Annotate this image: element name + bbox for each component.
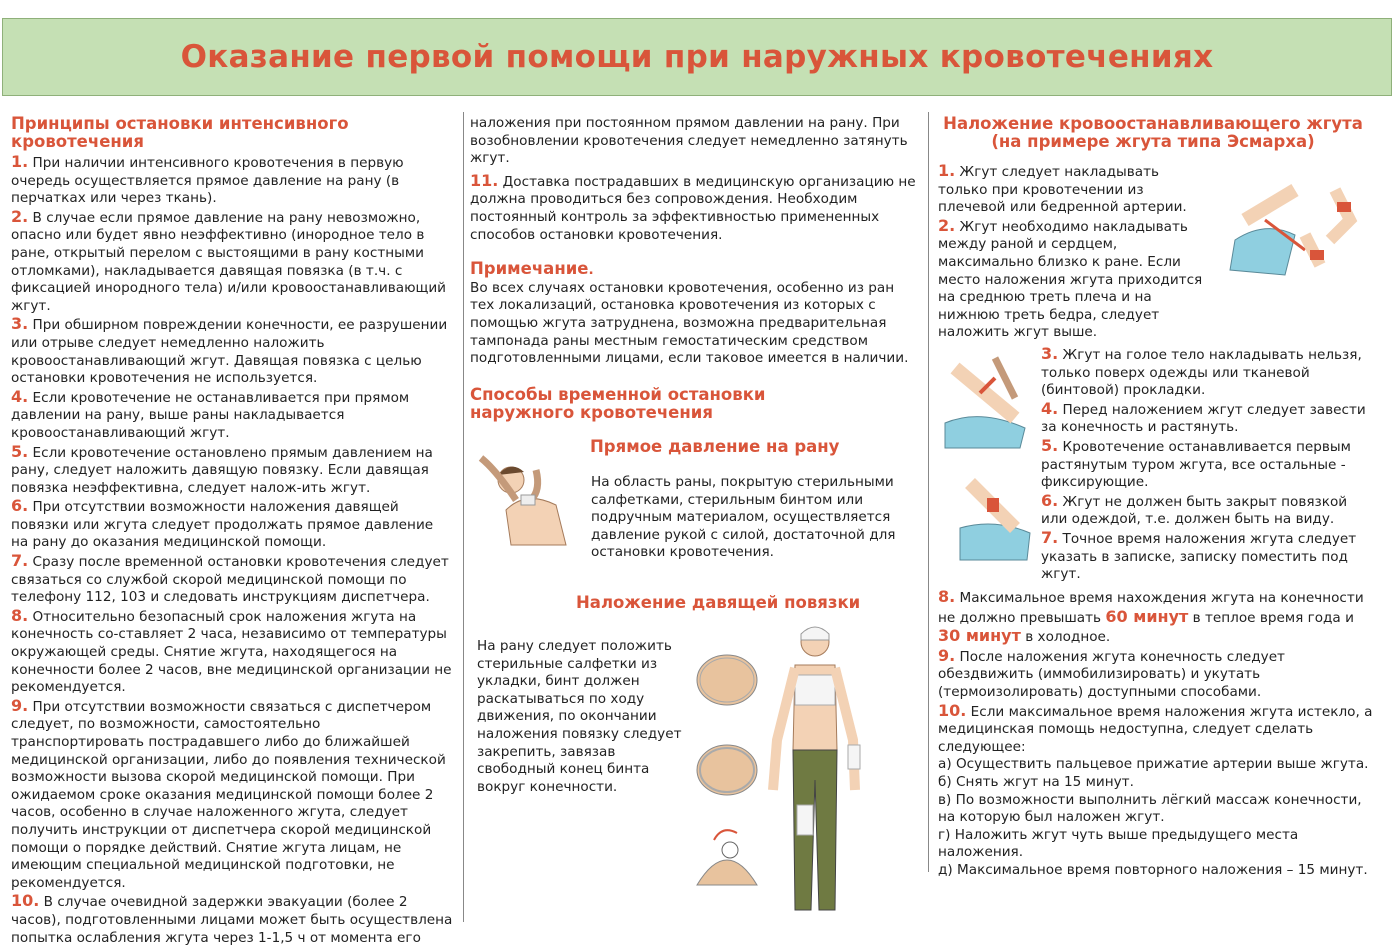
item-number: 9. (11, 695, 29, 715)
tourniquet-arm-illustration-1 (940, 348, 1035, 453)
item-text: Если максимальное время наложения жгута истекло, а медицинская помощь недоступна, следует сделать следующее: (938, 703, 1373, 755)
item-text: В случае если прямое давление на рану невозможно, опасно или будет явно неэффективно (инородное тело в ране, открытый перелом с выстоящими в рану костными отломками), накладывается давящая повязка (в т.ч. с фиксацией инородного тела) и/или кровоостанавливающий жгут. (11, 209, 446, 314)
note-text: Во всех случаях остановки кровотечения, особенно из ран тех локализаций, остановка кровотечения из которых с помощью жгута затруднена, возможна предварительная тампонада раны местным гемостатическим средством подготовленными лицами, если таковое имеется в наличии. (470, 279, 909, 367)
direct-pressure-heading: Прямое давление на рану (590, 437, 840, 456)
item-text: Кровотечение останавливается первым растянутым туром жгута, все остальные - фиксирующие. (1041, 438, 1351, 491)
list-item (1041, 345, 1371, 400)
page-title: Оказание первой помощи при наружных кровотечениях (180, 39, 1214, 75)
item-text: Если кровотечение не останавливается при прямом давлении на рану, выше раны накладывается кровоостанавливающий жгут. (11, 389, 410, 441)
item-text: в теплое время года и (1192, 609, 1354, 626)
list-item (470, 172, 922, 244)
note-heading: Примечание (470, 259, 589, 279)
item-number: 9. (938, 645, 956, 665)
item-text: В случае очевидной задержки эвакуации (более 2 часов), подготовленными лицами может быть осуществлена попытка ослабления жгута через 1-1,5 ч от момента его (11, 894, 453, 946)
item10-continuation: наложения при постоянном прямом давлении на рану. При возобновлении кровотечения следует немедленно затянуть жгут. (470, 115, 908, 167)
sub-list-item: д) Максимальное время повторного наложения – 15 минут. (938, 861, 1368, 878)
item-number: 8. (11, 605, 29, 625)
principles-heading: Принципы остановки интенсивного кровотечения (11, 114, 349, 151)
list-item (938, 647, 1378, 702)
sub-list-item: б) Снять жгут на 15 минут. (938, 773, 1134, 790)
item-text: Сразу после временной остановки кровотечения следует связаться со службой скорой медицинской помощи по телефону 112, 103 и следовать инструкциям диспетчера. (11, 554, 449, 606)
item-number: 7. (11, 551, 29, 571)
tourniquet-column (938, 115, 1378, 151)
methods-heading: Способы временной остановки наружного кровотечения (470, 384, 766, 422)
tourniquet-list-c (938, 588, 1378, 880)
item-text: При отсутствии возможности наложения давящей повязки или жгута следует продолжать прямое давление на рану до оказания медицинской помощи. (11, 499, 434, 551)
item-number: 10. (11, 891, 40, 911)
list-item (11, 552, 453, 607)
column-divider (463, 112, 464, 922)
item-number: 10. (938, 700, 967, 720)
list-item (11, 697, 453, 893)
item-text: Точное время наложения жгута следует указать в записке, записку поместить под жгут. (1041, 530, 1357, 583)
item-number: 7. (1041, 527, 1059, 547)
item-text: Жгут на голое тело накладывать нельзя, только поверх одежды или тканевой (бинтовой) прокладки. (1041, 347, 1362, 399)
list-item (11, 607, 453, 697)
list-item (938, 702, 1378, 757)
list-item (11, 388, 453, 443)
item-text: Максимальное время нахождения жгута на конечности не должно превышать (938, 590, 1364, 626)
item-text: Жгут не должен быть закрыт повязкой или одеждой, т.е. должен быть на виду. (1041, 493, 1348, 528)
list-item (11, 208, 453, 316)
note-block (470, 260, 922, 368)
item-number: 5. (1041, 435, 1059, 455)
item-number: 6. (11, 496, 29, 516)
item-number: 4. (11, 386, 29, 406)
highlight-30-minutes: 30 минут (938, 626, 1021, 646)
item-number: 2. (11, 206, 29, 226)
item-number: 2. (938, 215, 956, 235)
list-item (11, 443, 453, 498)
list-item (1041, 437, 1371, 492)
direct-pressure-illustration (476, 450, 576, 550)
list-item (1041, 529, 1371, 584)
list-item (938, 162, 1208, 217)
item-text: После наложения жгута конечность следует обездвижить (иммобилизировать) и укутать (термоизолировать) доступными способами. (938, 648, 1285, 700)
sub-list-item: в) По возможности выполнить лёгкий массаж конечности, на которую был наложен жгут. (938, 791, 1362, 826)
item-number: 3. (1041, 344, 1059, 363)
principles-list (11, 153, 453, 947)
sub-list (938, 756, 1378, 879)
item-number: 1. (938, 161, 956, 180)
sub-list-item: г) Наложить жгут чуть выше предыдущего места наложения. (938, 826, 1299, 861)
item-number: 5. (11, 441, 29, 461)
list-item (1041, 492, 1371, 529)
item-number: 8. (938, 587, 956, 606)
list-item (11, 153, 453, 208)
list-item (1041, 400, 1371, 437)
tourniquet-heading: Наложение кровоостанавливающего жгута (на примере жгута типа Эсмарха) (943, 114, 1363, 151)
middle-column (470, 115, 922, 422)
tourniquet-list-a (938, 162, 1208, 342)
item-text: в холодное. (1025, 629, 1111, 646)
list-item (11, 497, 453, 552)
bandaged-man-illustration (765, 620, 865, 915)
item-text: Если кровотечение остановлено прямым давлением на рану, следует наложить давящую повязку. Если давящая повязка неэффективна, следует налож-ить жгут. (11, 444, 433, 496)
direct-pressure-text: На область раны, покрытую стерильными салфетками, стерильным бинтом или подручным материалом, осуществляется давление рукой с силой, достаточной для остановки кровотечения. (591, 474, 896, 561)
tourniquet-arm-illustration-2 (955, 468, 1035, 563)
pressure-bandage-text: На рану следует положить стерильные салфетки из укладки, бинт должен раскатываться по ходу движения, по окончании наложения повязку следует закрепить, завязав свободный конец бинта вокруг конечности. (477, 638, 682, 795)
column-divider (928, 112, 929, 872)
tourniquet-leg-illustration (1225, 180, 1370, 280)
title-banner (2, 18, 1392, 96)
bandage-steps-illustration (692, 645, 762, 905)
item-text: Доставка пострадавших в медицинскую организацию не должна проводиться без сопровождения. Необходим постоянный контроль за эффективностью примененных способов остановки кровотечения. (470, 173, 916, 243)
list-item (938, 588, 1378, 647)
list-item (11, 892, 453, 947)
item-text: Перед наложением жгут следует завести за конечность и растянуть. (1041, 401, 1366, 436)
tourniquet-list-b (1041, 345, 1371, 584)
highlight-60-minutes: 60 минут (1105, 606, 1189, 626)
note-dot: . (588, 262, 594, 279)
item-text: Жгут необходимо накладывать между раной и сердцем, максимально близко к ране. Если место наложения жгута приходится на среднюю треть плеча и на нижнюю треть бедра, следует наложить жгут выше. (938, 218, 1203, 341)
item-text: При наличии интенсивного кровотечения в первую очередь осуществляется прямое давление на рану (в перчатках или через ткань). (11, 155, 404, 207)
item-number: 1. (11, 152, 29, 171)
sub-list-item: а) Осуществить пальцевое прижатие артерии выше жгута. (938, 756, 1369, 773)
item-number: 6. (1041, 490, 1059, 510)
item-number: 11. (470, 170, 499, 190)
item-text: При обширном повреждении конечности, ее разрушении или отрыве следует немедленно наложить кровоостанавливающий жгут. Давящая повязка с целью остановки кровотечения не используется. (11, 317, 448, 387)
principles-column (11, 115, 453, 947)
item-text: Относительно безопасный срок наложения жгута на конечность со-ставляет 2 часа, независимо от температуры окружающей среды. Снятие жгута, находящегося на конечности более 2 часов, вне медицинской организации не рекомендуется. (11, 608, 452, 696)
list-item (938, 217, 1208, 342)
list-item (11, 315, 453, 387)
item-number: 3. (11, 314, 29, 334)
item-number: 4. (1041, 398, 1059, 418)
item-text: Жгут следует накладывать только при кровотечении из плечевой или бедренной артерии. (938, 164, 1187, 216)
pressure-bandage-heading: Наложение давящей повязки (576, 593, 861, 612)
item-text: При отсутствии возможности связаться с диспетчером следует, по возможности, самостоятельно транспортировать пострадавшего либо до ближайшей медицинской организации, либо до появления технической возможности вызова скорой медицинской помощи. При ожидаемом сроке оказания медицинской помощи более 2 часов, особенно в случае наложенного жгута, следует получить инструкции от диспетчера скорой медицинской помощи о порядке действий. Снятие жгута лицам, не имеющим специальной медицинской подготовки, не рекомендуется. (11, 698, 446, 891)
